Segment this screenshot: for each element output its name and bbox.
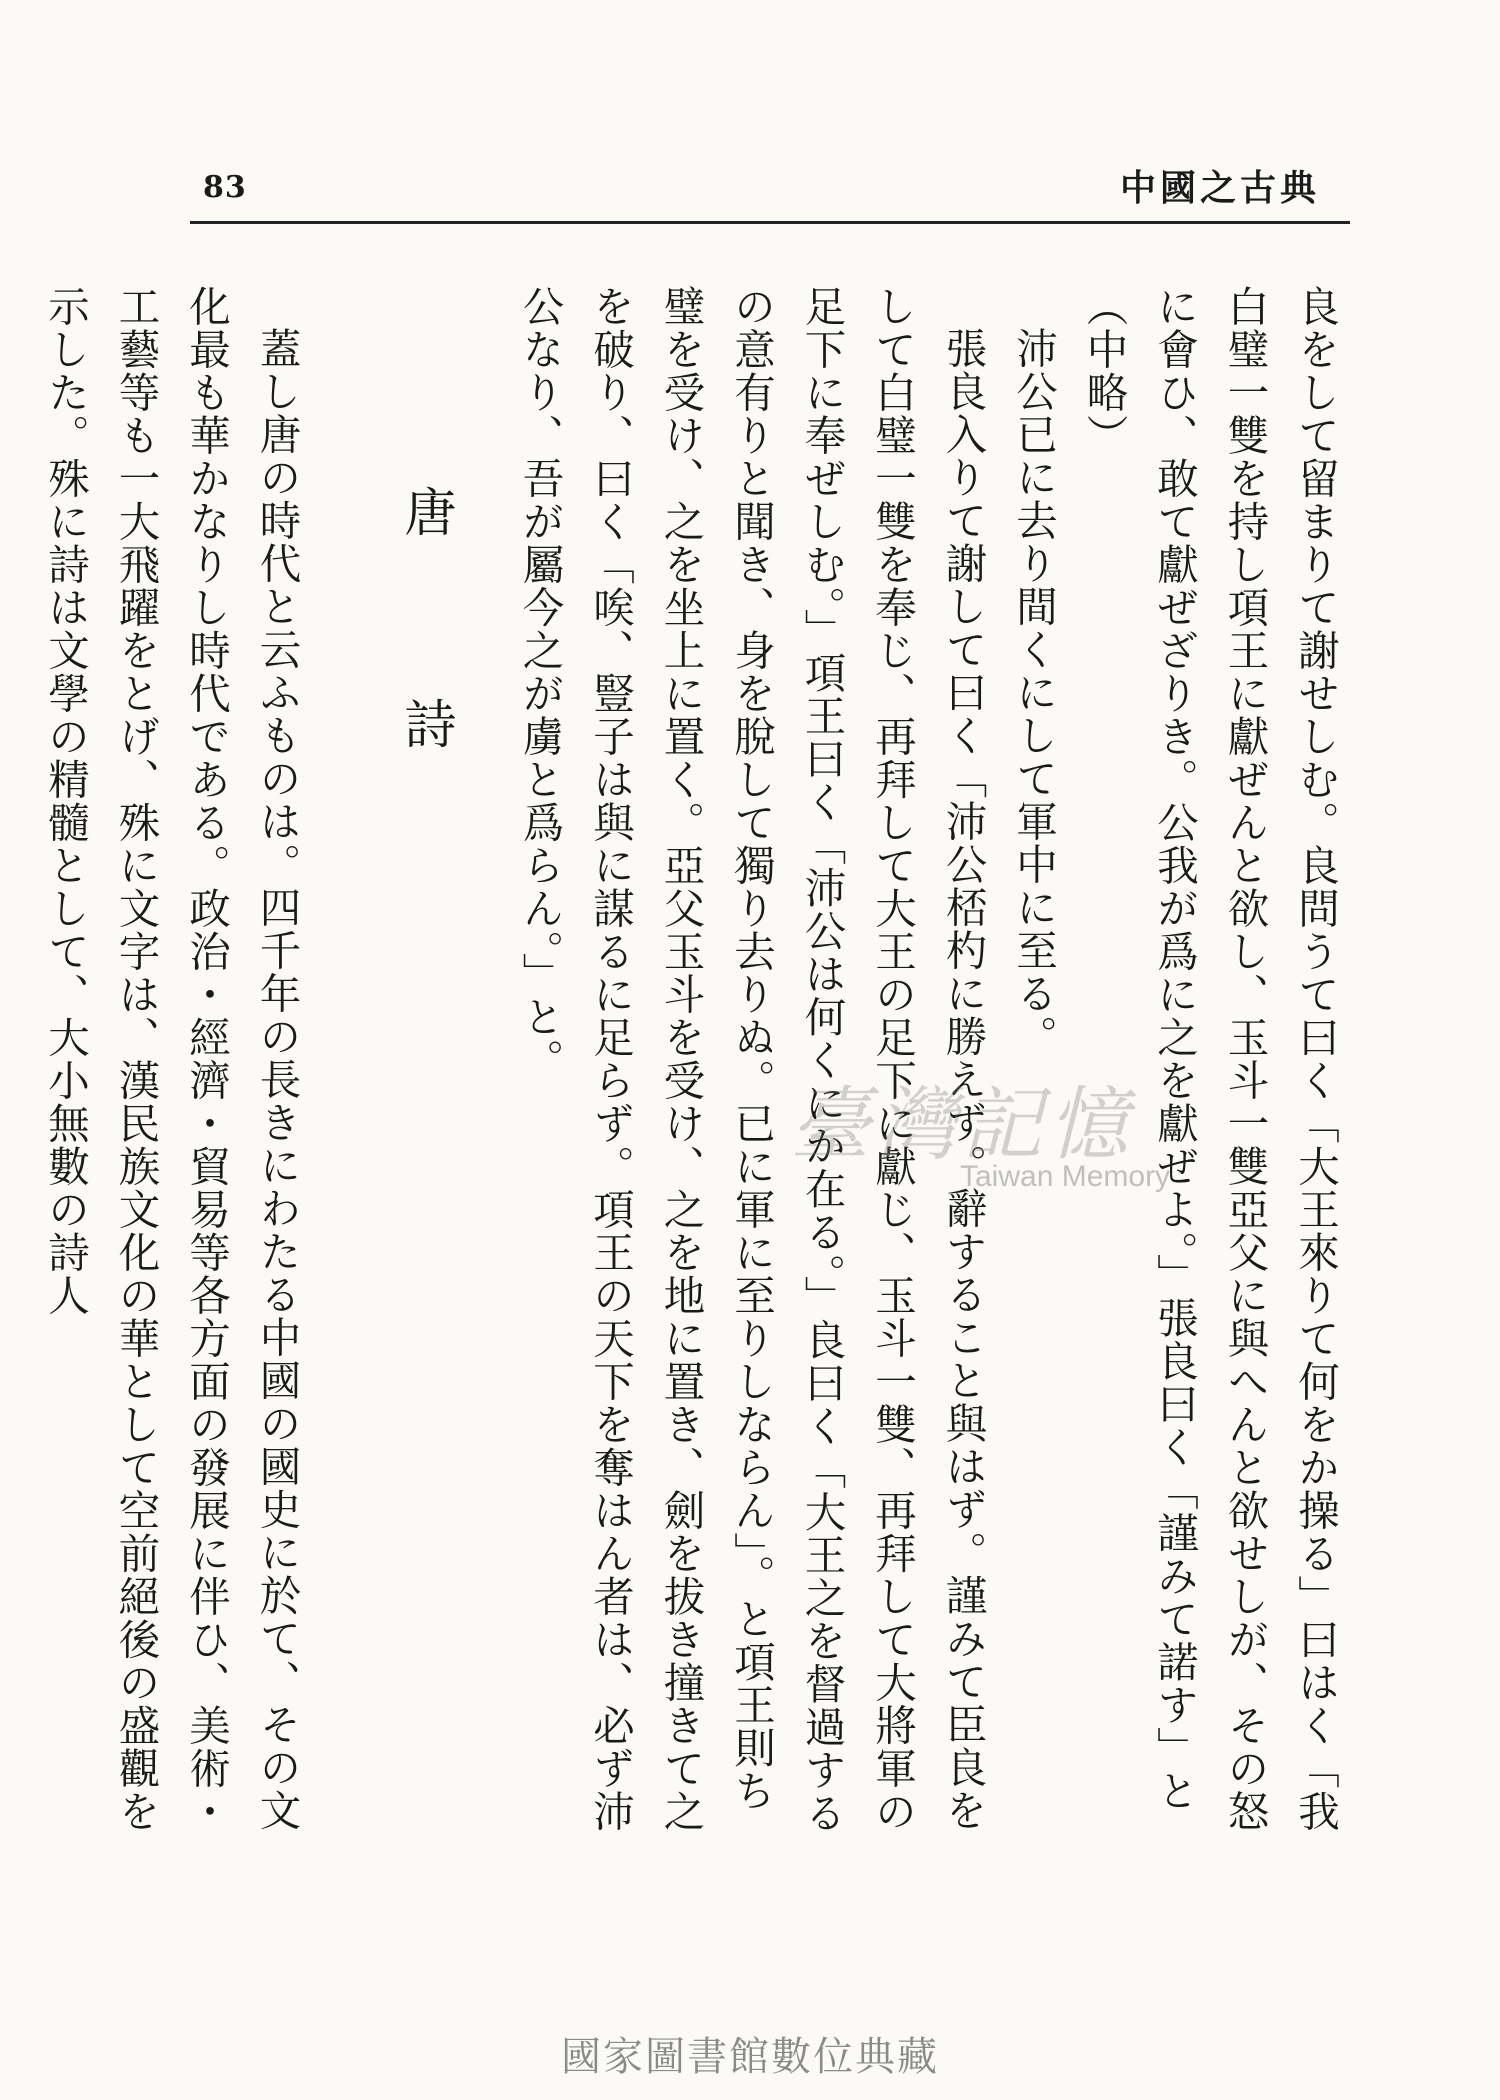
paragraph: 蓋し唐の時代と云ふものは。四千年の長きにわたる中國の國史に於て、その文化最も華かなりし時代である。政治・經濟・貿易等各方面の發展に伴ひ、美術・工藝等も一大飛躍をとげ、殊に文字は、漢民族文化の華として空前絕後の盛觀を示した。殊に詩は文學の精髓として、大小無數の詩人 (41, 285, 302, 1833)
vertical-text-block (41, 285, 1350, 1845)
watermark-subtitle: Taiwan Memory (960, 1160, 1171, 1193)
section-title: 唐詩 (395, 485, 455, 909)
paragraph: 沛公已に去り間くにして軍中に至る。 (1009, 326, 1058, 1058)
paragraph: 良をして留まりて謝せしむ。良問うて曰く「大王來りて何をか操る」曰はく「我白璧一雙を持し項王に獻ぜんと欲し、玉斗一雙亞父に與へんと欲せしが、その怒に會ひ、敢て獻ぜざりき。公我が爲に之を獻ぜよ。」張良曰く「謹みて諾す」と（中略） (1079, 285, 1340, 1833)
running-title: 中國之古典 (1119, 167, 1320, 209)
footer-credit: 國家圖書館數位典藏 (561, 2034, 939, 2080)
page-number: 83 (203, 170, 247, 205)
paragraph: 張良入りて謝して曰く「沛公桮杓に勝えず。辭すること與はず。謹みて臣良をして白璧一雙を奉じ、再拜して大王の足下に獻じ、玉斗一雙、再拜して大將軍の足下に奉ぜしむ。」項王曰く「沛公は何くにか在る。」良曰く「大王之を督過するの意有りと聞き、身を脫して獨り去りぬ。已に軍に至りしならん」。と項王則ち璧を受け、之を坐上に置く。亞父玉斗を受け、之を地に置き、劍を拔き撞きて之を破り、曰く「唉、豎子は與に謀るに足らず。項王の天下を奪はん者は、必ず沛公なり、吾が屬今之が虜と爲らん。」と。 (515, 285, 988, 1835)
watermark-logo: 臺灣記憶 (790, 1078, 1134, 1171)
header-rule (190, 221, 1350, 224)
